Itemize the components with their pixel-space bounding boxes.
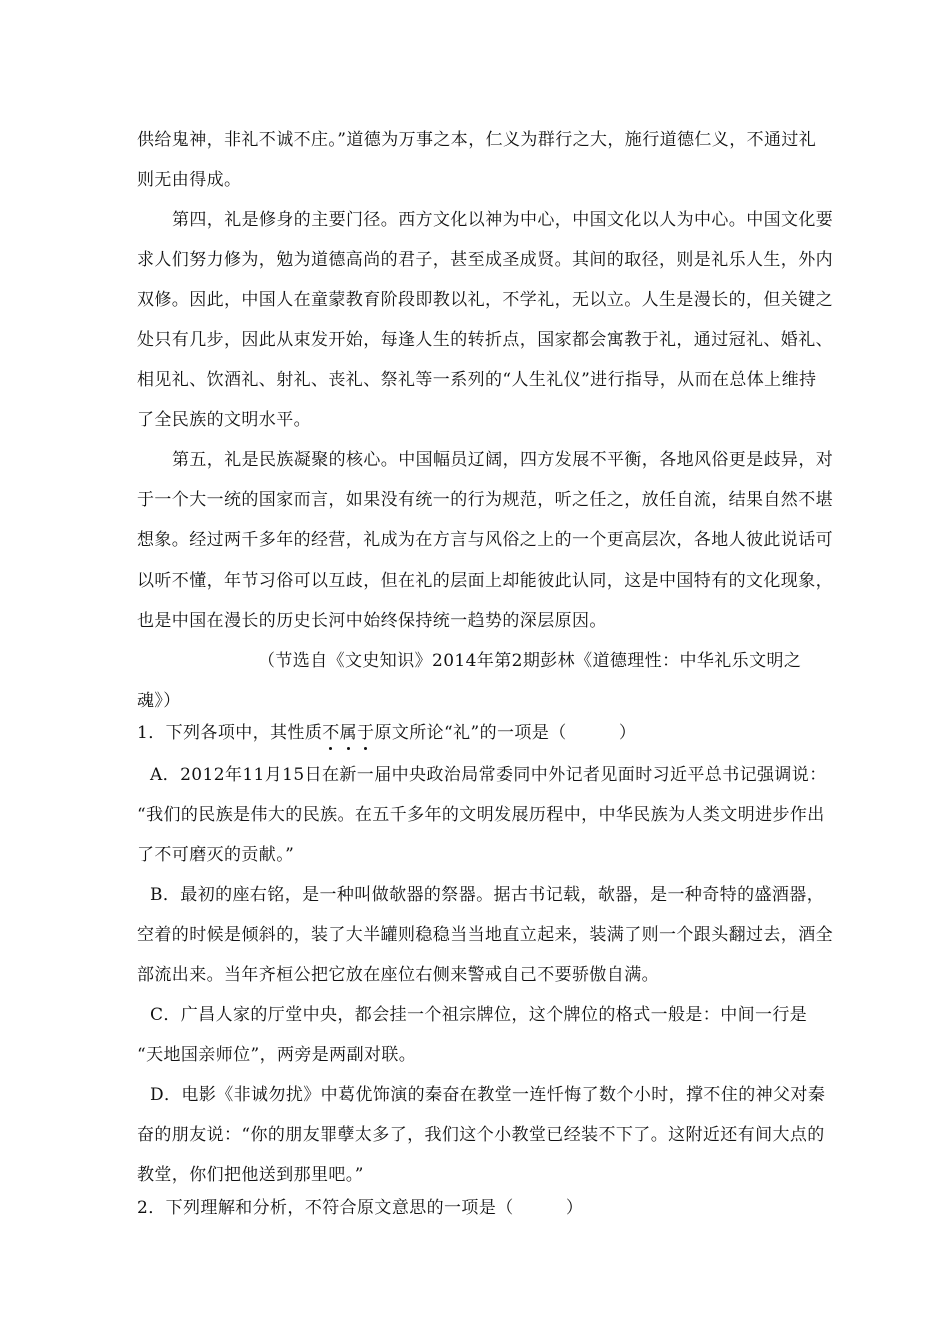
emphasis-char: 属: [339, 723, 358, 743]
option-b-line: 部流出来。当年齐桓公把它放在座位右侧来警戒自己不要骄傲自满。: [137, 965, 659, 985]
option-d: D．电影《非诚勿扰》中葛优饰演的秦奋在教堂一连忏悔了数个小时，撑不住的神父对秦: [150, 1085, 826, 1105]
question-2: 2．下列理解和分析，不符合原文意思的一项是（ ）: [137, 1198, 584, 1218]
paragraph-line: 于一个大一统的国家而言，如果没有统一的行为规范，听之任之，放任自流，结果自然不堪: [137, 490, 833, 510]
option-d-line: 教堂，你们把他送到那里吧。”: [137, 1165, 364, 1185]
question-1-prefix: 1．下列各项中，其性质: [137, 723, 323, 743]
question-1: [137, 722, 817, 744]
paragraph-line: 以听不懂，年节习俗可以互歧，但在礼的层面上却能彼此认同，这是中国特有的文化现象，: [137, 571, 833, 591]
option-a-line: “我们的民族是伟大的民族。在五千多年的文明发展历程中，中华民族为人类文明进步作出: [137, 805, 825, 825]
option-c: C．广昌人家的厅堂中央，都会挂一个祖宗牌位，这个牌位的格式一般是：中间一行是: [150, 1005, 808, 1025]
paragraph-line: 了全民族的文明水平。: [137, 410, 311, 430]
paragraph-line: 第五，礼是民族凝聚的核心。中国幅员辽阔，四方发展不平衡，各地风俗更是歧异，对: [172, 450, 834, 470]
paragraph-line: 求人们努力修为，勉为道德高尚的君子，甚至成圣成贤。其间的取径，则是礼乐人生，外内: [137, 250, 833, 270]
option-d-line: 奋的朋友说：“你的朋友罪孽太多了，我们这个小教堂已经装不下了。这附近还有间大点的: [137, 1125, 825, 1145]
paragraph-line: 相见礼、饮酒礼、射礼、丧礼、祭礼等一系列的“人生礼仪”进行指导，从而在总体上维持: [137, 370, 817, 390]
paragraph-line: 则无由得成。: [137, 170, 242, 190]
source-citation: 魂》）: [137, 691, 181, 711]
paragraph-line: 也是中国在漫长的历史长河中始终保持统一趋势的深层原因。: [137, 611, 607, 631]
option-b-line: 空着的时候是倾斜的，装了大半罐则稳稳当当地直立起来，装满了则一个跟头翻过去，酒全: [137, 925, 833, 945]
option-b: B．最初的座右铭，是一种叫做欹器的祭器。据古书记载，欹器，是一种奇特的盛酒器，: [150, 885, 825, 905]
option-a: A．2012年11月15日在新一届中央政治局常委同中外记者见面时习近平总书记强调说：: [150, 765, 827, 785]
source-citation: （节选自《文史知识》2014年第2期彭林《道德理性：中华礼乐文明之: [258, 651, 802, 671]
paragraph-line: 第四，礼是修身的主要门径。西方文化以神为中心，中国文化以人为中心。中国文化要: [172, 210, 834, 230]
paragraph-line: 处只有几步，因此从束发开始，每逢人生的转折点，国家都会寓教于礼，通过冠礼、婚礼、: [137, 330, 833, 350]
paragraph-line: 供给鬼神，非礼不诚不庄。”道德为万事之本，仁义为群行之大，施行道德仁义，不通过礼: [137, 130, 817, 150]
paragraph-line: 双修。因此，中国人在童蒙教育阶段即教以礼，不学礼，无以立。人生是漫长的，但关键之: [137, 290, 833, 310]
emphasis-char: 于: [357, 723, 375, 743]
option-a-line: 了不可磨灭的贡献。”: [137, 845, 295, 865]
question-1-suffix: 原文所论“礼”的一项是（ ）: [374, 723, 637, 743]
paragraph-line: 想象。经过两千多年的经营，礼成为在方言与风俗之上的一个更高层次，各地人彼此说话可: [137, 530, 833, 550]
option-c-line: “天地国亲师位”，两旁是两副对联。: [137, 1045, 417, 1065]
emphasis-char: 不: [322, 723, 340, 743]
